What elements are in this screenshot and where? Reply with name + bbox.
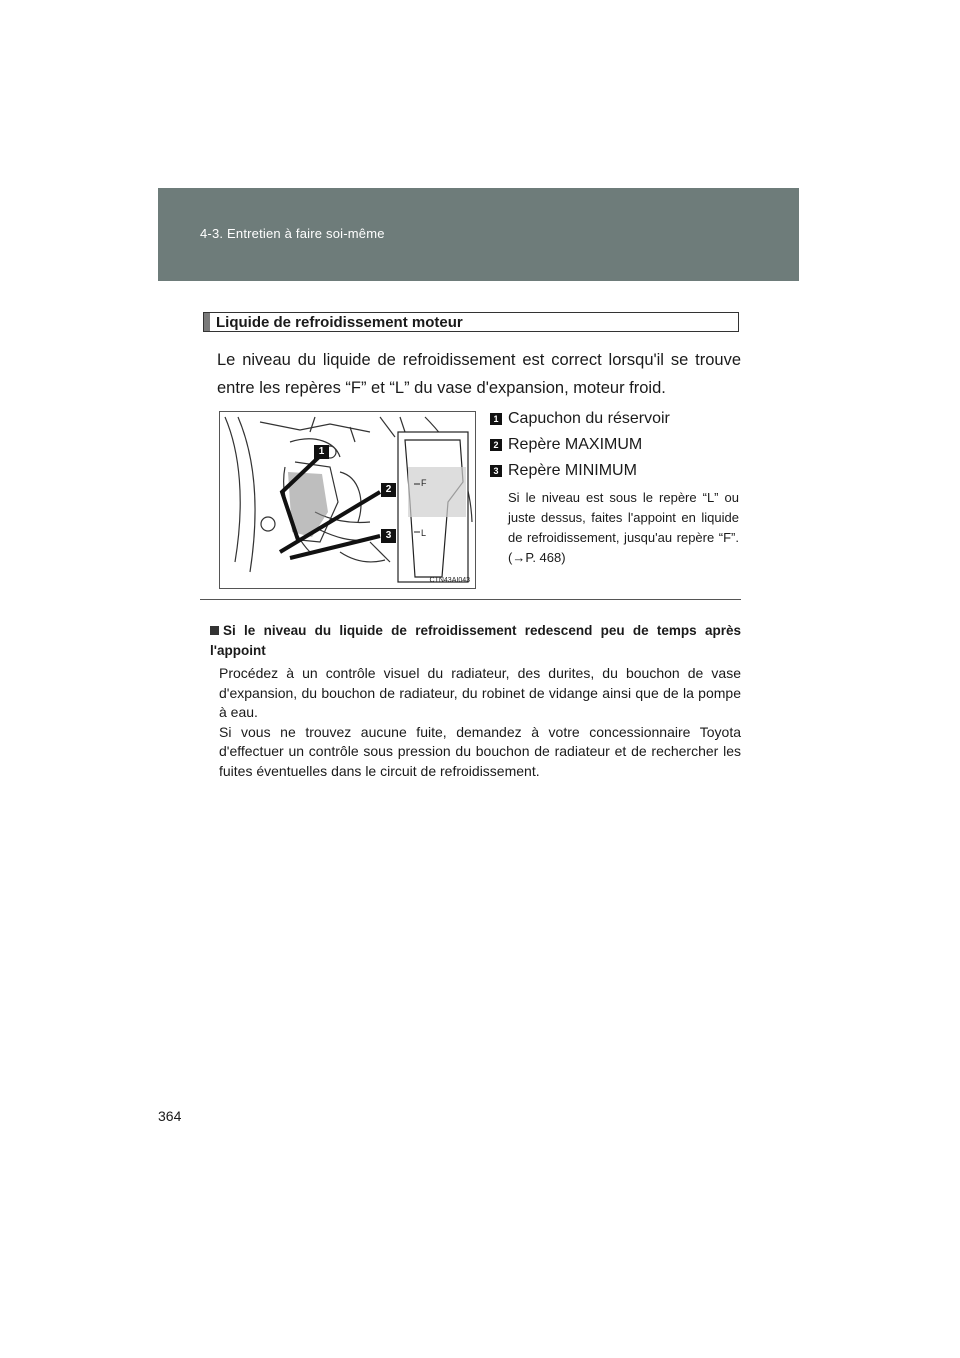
figure-mark-f: F — [421, 478, 427, 488]
header-section-title: 4-3. Entretien à faire soi-même — [200, 226, 385, 241]
page-number: 364 — [158, 1108, 182, 1124]
callout-item — [490, 408, 740, 434]
intro-paragraph: Le niveau du liquide de refroidissement est correct lorsqu'il se trouve entre les repères “F” et “L” du vase d'expansion, moteur froid. — [217, 351, 741, 397]
figure-mark-l: L — [421, 528, 427, 538]
callout-number-badge: 1 — [490, 413, 502, 425]
callout-number-badge: 3 — [490, 465, 502, 477]
engine-bay-illustration — [220, 412, 476, 589]
callout-item — [490, 434, 740, 460]
callout-list — [490, 408, 740, 486]
figure-label-3: 3 — [381, 529, 396, 543]
callout-label: Capuchon du réservoir — [508, 410, 670, 427]
header-bar — [158, 188, 799, 281]
subsection-paragraph-1: Procédez à un contrôle visuel du radiateur, des durites, du bouchon de vase d'expansion, du bouchon de radiateur, du robinet de vidange ainsi que de la pompe à eau. — [219, 665, 741, 720]
refill-note: Si le niveau est sous le repère “L” ou juste dessus, faites l'appoint en liquide de refroidissement, jusqu'au repère “F”. (→P. 468) — [508, 490, 739, 565]
subsection-heading — [210, 621, 741, 661]
callout-number-badge: 2 — [490, 439, 502, 451]
bullet-square-icon — [210, 626, 219, 635]
section-heading — [203, 312, 739, 332]
coolant-reservoir-figure — [219, 411, 476, 589]
callout-item — [490, 460, 740, 486]
figure-code: CTN43AI043 — [429, 577, 470, 584]
subsection-body — [219, 664, 741, 781]
subsection-title: Si le niveau du liquide de refroidissement redescend peu de temps après l'appoint — [210, 623, 741, 658]
figure-label-1: 1 — [314, 445, 329, 459]
section-divider — [200, 599, 741, 600]
section-title: Liquide de refroidissement moteur — [216, 314, 463, 331]
figure-label-2: 2 — [381, 483, 396, 497]
section-heading-tab — [204, 313, 210, 331]
callout-label: Repère MINIMUM — [508, 462, 637, 479]
subsection-paragraph-2: Si vous ne trouvez aucune fuite, demandez à votre concessionnaire Toyota d'effectuer un contrôle sous pression du bouchon de radiateur et de rechercher les fuites éventuelles dans le circuit de refroidissement. — [219, 723, 741, 779]
callout-label: Repère MAXIMUM — [508, 436, 643, 453]
